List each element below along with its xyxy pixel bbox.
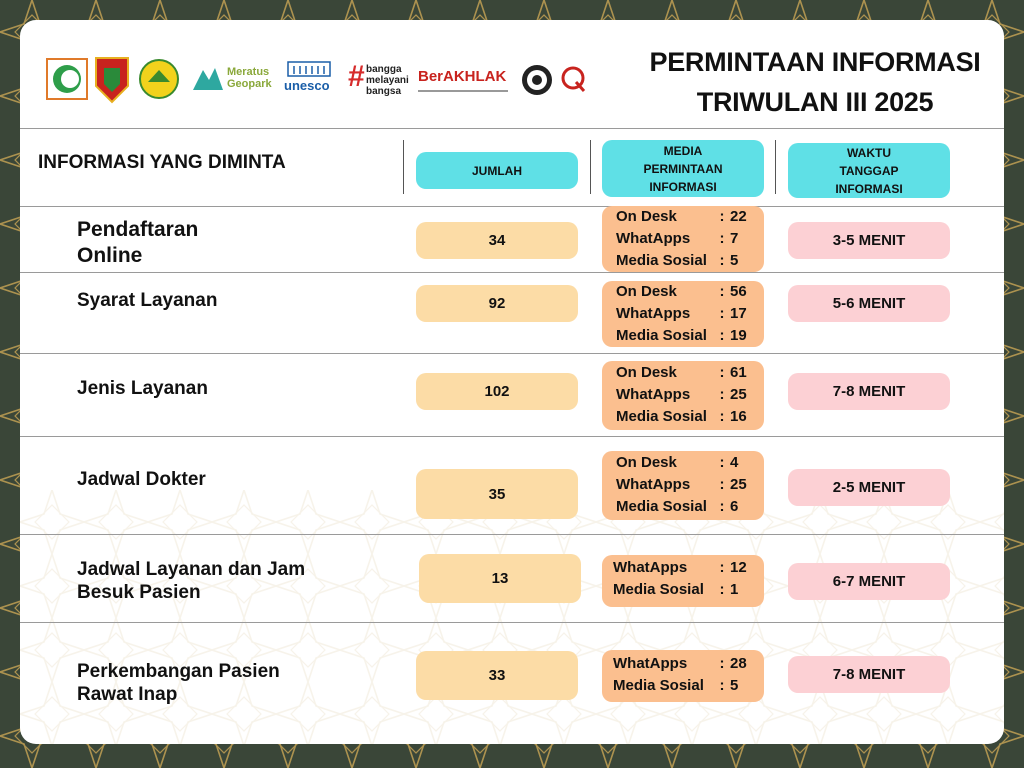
unesco-temple-icon xyxy=(286,60,332,78)
count-pill: 102 xyxy=(416,373,578,410)
header-divider xyxy=(20,206,1004,207)
media-row: WhatApps : 12 xyxy=(613,559,747,576)
media-breakdown xyxy=(602,206,764,272)
response-time-pill: 3-5 MENIT xyxy=(788,222,950,259)
header-col-divider-1 xyxy=(403,140,404,194)
media-breakdown xyxy=(602,650,764,702)
meratus-logo-text-2: Geopark xyxy=(227,78,272,90)
info-card xyxy=(20,20,1004,744)
title-line-2: TRIWULAN III 2025 xyxy=(696,87,934,117)
count-pill: 33 xyxy=(416,651,578,700)
bangga-logo-text-2: melayani xyxy=(366,75,409,86)
row-label-jadwal-dokter: Jadwal Dokter xyxy=(77,469,206,490)
response-time-pill: 6-7 MENIT xyxy=(788,563,950,600)
media-breakdown xyxy=(602,451,764,520)
header-col-divider-3 xyxy=(775,140,776,194)
media-row: On Desk : 61 xyxy=(616,364,747,381)
meratus-geopark-icon xyxy=(191,62,225,96)
response-time-pill: 7-8 MENIT xyxy=(788,656,950,693)
table-top-border xyxy=(20,128,1004,129)
row-label-syarat-layanan: Syarat Layanan xyxy=(77,290,218,311)
media-breakdown xyxy=(602,281,764,347)
media-row: On Desk : 22 xyxy=(616,208,747,225)
count-pill: 13 xyxy=(419,554,581,603)
response-time-pill: 2-5 MENIT xyxy=(788,469,950,506)
media-row: WhatApps : 17 xyxy=(616,305,747,322)
count-pill: 34 xyxy=(416,222,578,259)
row-label-pendaftaran: Pendaftaran Online xyxy=(77,218,199,267)
row-divider-3 xyxy=(20,436,1004,437)
media-row: WhatApps : 25 xyxy=(616,386,747,403)
row-divider-5 xyxy=(20,622,1004,623)
bangga-logo-text-3: bangsa xyxy=(366,86,402,97)
column-header-info: INFORMASI YANG DIMINTA xyxy=(38,152,286,173)
count-pill: 35 xyxy=(416,469,578,519)
response-time-pill: 7-8 MENIT xyxy=(788,373,950,410)
berakhlak-subtitle-decoration xyxy=(418,88,510,94)
column-header-media: MEDIA PERMINTAAN INFORMASI xyxy=(602,140,764,197)
logo-strip xyxy=(46,56,606,106)
column-header-time: WAKTU TANGGAP INFORMASI xyxy=(788,143,950,198)
bangga-logo-text-1: bangga xyxy=(366,64,402,75)
page-title xyxy=(620,42,1004,122)
header-col-divider-2 xyxy=(590,140,591,194)
column-header-count: JUMLAH xyxy=(416,152,578,189)
media-row: WhatApps : 7 xyxy=(616,230,739,247)
media-row: WhatApps : 28 xyxy=(613,655,747,672)
response-time-pill: 5-6 MENIT xyxy=(788,285,950,322)
title-line-1: PERMINTAAN INFORMASI xyxy=(649,47,981,77)
unesco-logo-text: unesco xyxy=(284,78,330,93)
seal-emblem-icon xyxy=(521,64,553,96)
media-row: Media Sosial : 1 xyxy=(613,581,739,598)
count-pill: 92 xyxy=(416,285,578,322)
berakhlak-logo-text: BerAKHLAK xyxy=(418,68,507,85)
row-label-jenis-layanan: Jenis Layanan xyxy=(77,378,208,399)
row-divider-1 xyxy=(20,272,1004,273)
media-row: Media Sosial : 16 xyxy=(616,408,747,425)
media-row: On Desk : 4 xyxy=(616,454,739,471)
media-row: Media Sosial : 6 xyxy=(616,498,739,515)
media-row: Media Sosial : 5 xyxy=(616,252,739,269)
media-row: WhatApps : 25 xyxy=(616,476,747,493)
meratus-logo-text-1: Meratus xyxy=(227,66,270,78)
row-divider-4 xyxy=(20,534,1004,535)
row-divider-2 xyxy=(20,353,1004,354)
accreditation-badge-icon xyxy=(138,58,180,100)
media-breakdown xyxy=(602,555,764,607)
hashtag-icon: # xyxy=(348,60,365,93)
row-label-jadwal-layanan: Jadwal Layanan dan Jam Besuk Pasien xyxy=(77,559,306,603)
media-row: Media Sosial : 19 xyxy=(616,327,747,344)
hospital-logo-icon xyxy=(46,58,88,100)
row-label-perkembangan-pasien: Perkembangan Pasien Rawat Inap xyxy=(77,661,280,705)
media-row: Media Sosial : 5 xyxy=(613,677,739,694)
media-breakdown xyxy=(602,361,764,430)
quality-logo-icon xyxy=(558,64,588,94)
regional-emblem-icon xyxy=(94,56,130,104)
media-row: On Desk : 56 xyxy=(616,283,747,300)
